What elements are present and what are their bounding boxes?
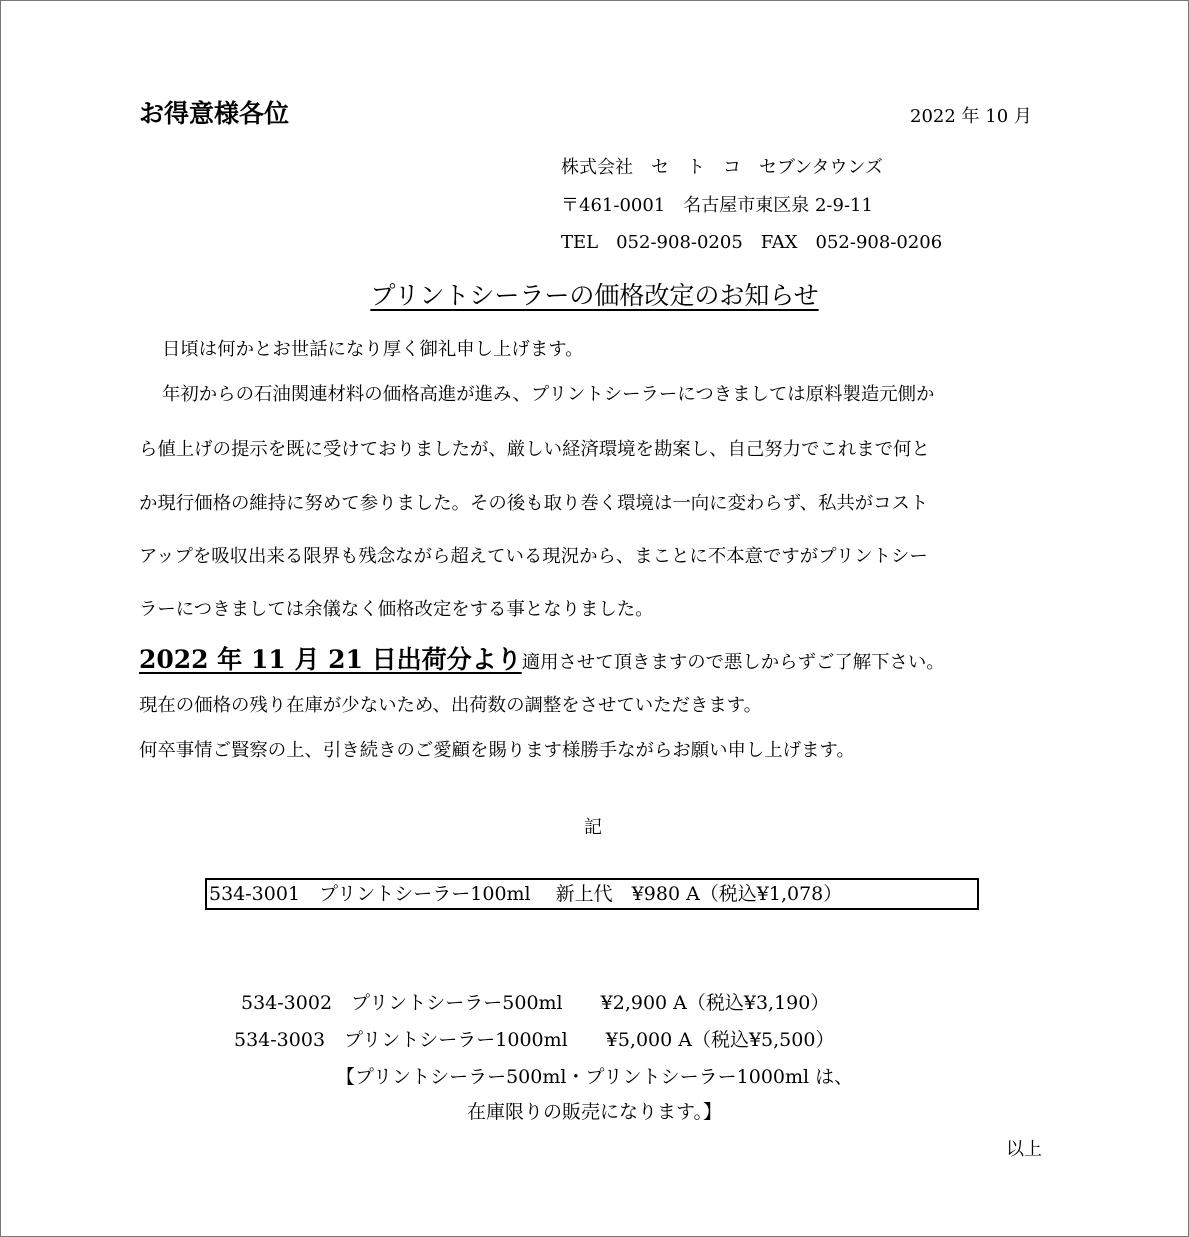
stock-note-line: 現在の価格の残り在庫が少ないため、出荷数の調整をさせていただきます。 [139,695,763,716]
effective-date-rest: 適用させて頂きますので悪しからずご了解下さい。 [521,652,945,673]
product-line-500ml: 534-3002 プリントシーラー500ml ¥2,900 A（税込¥3,190） [241,992,830,1014]
closing-mark: 以上 [1006,1139,1042,1160]
body-line-5: ラーにつきましては余儀なく価格改定をする事となりました。 [139,599,654,620]
sender-company: 株式会社 セ ト コ セブンタウンズ [561,157,884,178]
product-line-1000ml: 534-3003 プリントシーラー1000ml ¥5,000 A（税込¥5,500） [234,1029,835,1051]
sender-address: 〒461-0001 名古屋市東区泉 2-9-11 [561,195,873,216]
body-line-4: アップを吸収出来る限界も残念ながら超えている現況から、まことに不本意ですがプリントシー [139,546,928,567]
recipient-heading: お得意様各位 [139,99,290,128]
effective-date-line [139,640,945,676]
main-product-box: 534-3001 プリントシーラー100ml 新上代 ¥980 A（税込¥1,078） [205,878,979,910]
stock-limit-note-line-2: 在庫限りの販売になります。】 [467,1101,722,1123]
greeting-line: 日頃は何かとお世話になり厚く御礼申し上げます。 [162,339,584,360]
document-title [0,276,1189,312]
sender-contact: TEL 052-908-0205 FAX 052-908-0206 [561,232,943,253]
stock-limit-note-line-1: 【プリントシーラー500ml・プリントシーラー1000ml は、 [335,1066,854,1088]
body-line-2: ら値上げの提示を既に受けておりましたが、厳しい経済環境を勘案し、自己努力でこれまで何と [139,439,930,460]
ki-heading: 記 [584,817,602,838]
body-line-3: か現行価格の維持に努めて参りました。その後も取り巻く環境は一向に変わらず、私共がコスト [139,493,929,514]
body-line-1: 年初からの石油関連材料の価格高進が進み、プリントシーラーにつきましては原料製造元側か [162,384,935,405]
document-title-text: プリントシーラーの価格改定のお知らせ [370,281,819,310]
document-date: 2022 年 10 月 [910,106,1032,127]
request-line: 何卒事情ご賢察の上、引き続きのご愛顧を賜ります様勝手ながらお願い申し上げます。 [139,740,855,761]
effective-date: 2022 年 11 月 21 日出荷分より [139,645,522,674]
